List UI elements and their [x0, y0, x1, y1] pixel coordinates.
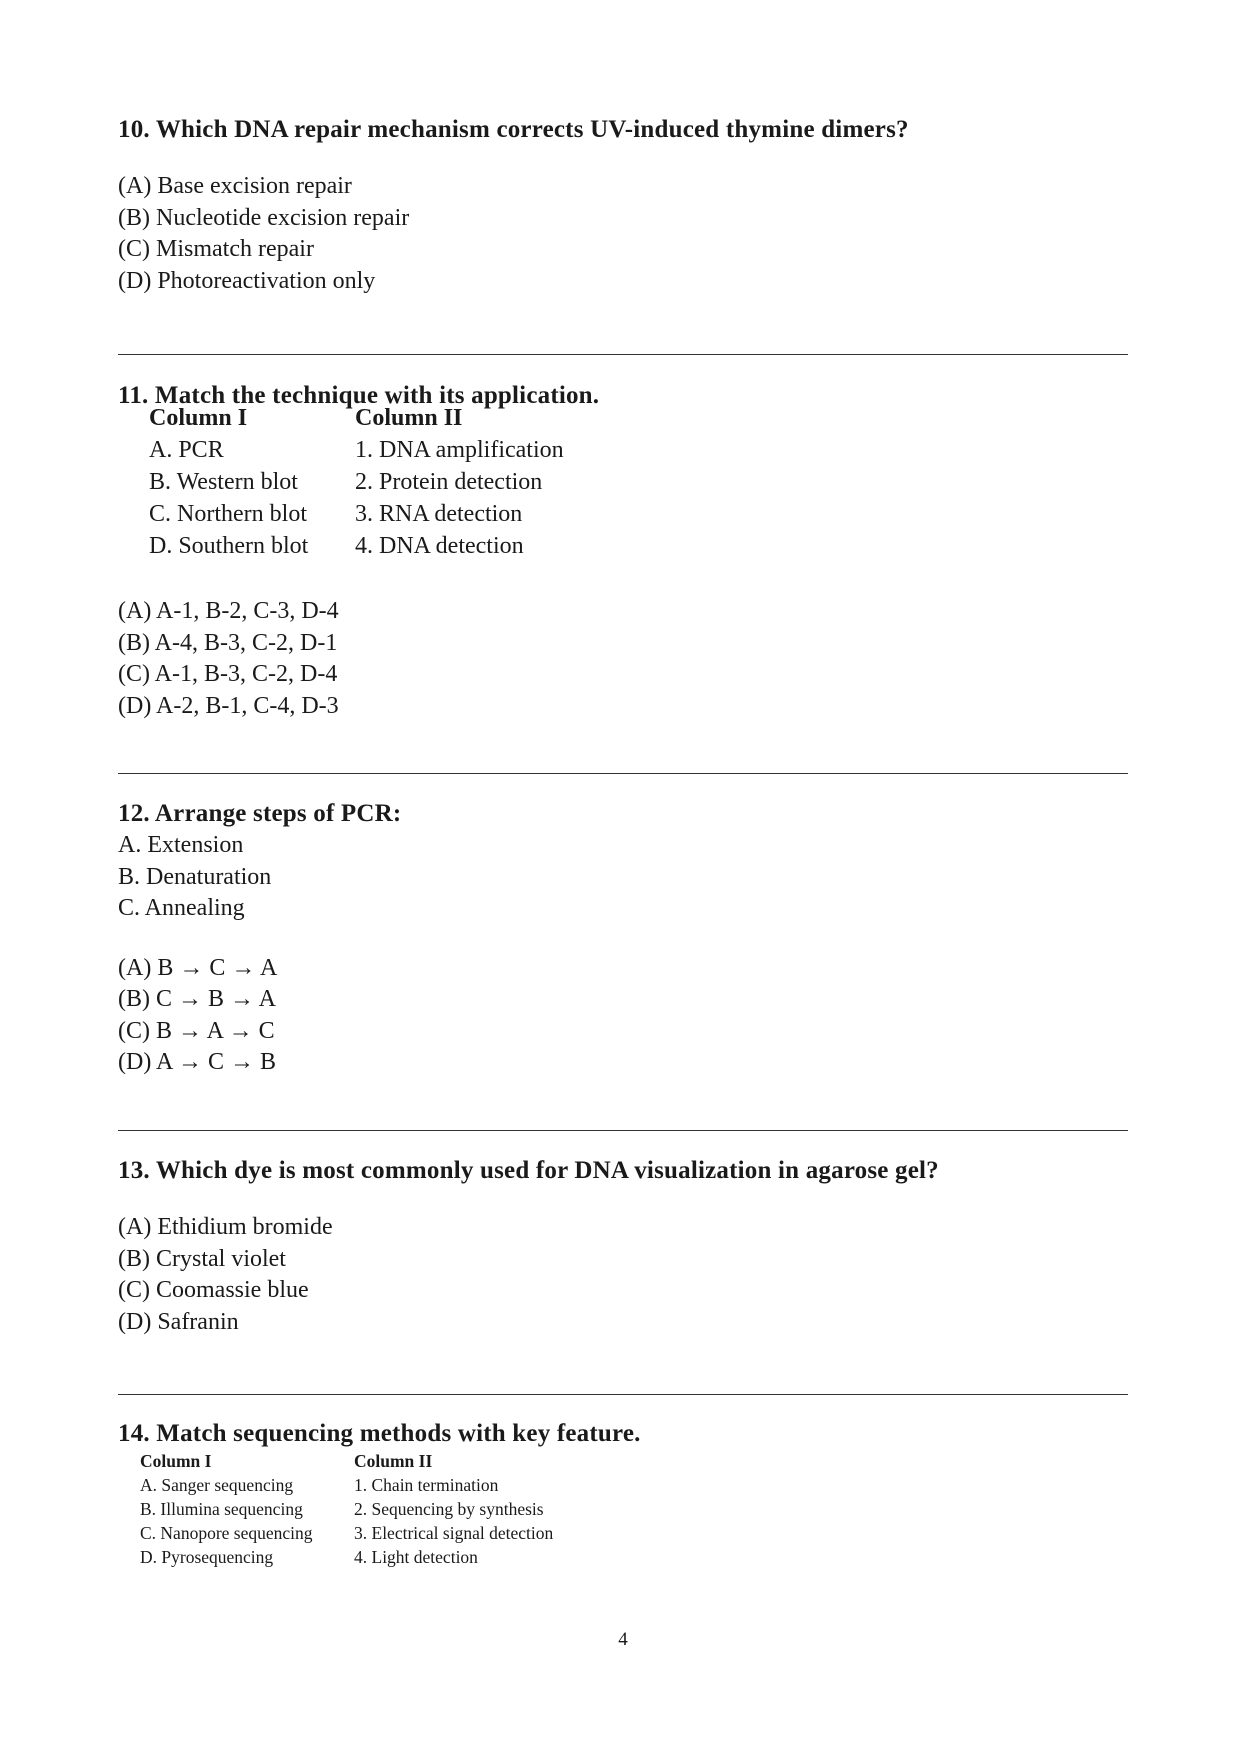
column-1-item: D. Pyrosequencing	[140, 1547, 274, 1567]
column-1-header: Column I	[149, 405, 248, 431]
option-d: (D) Photoreactivation only	[118, 267, 376, 294]
option-b: (B) C → B → A	[118, 986, 277, 1012]
column-2-item: 1. Chain termination	[354, 1475, 499, 1495]
option-a: (A) Base excision repair	[118, 173, 352, 199]
column-2	[354, 1449, 553, 1569]
option-b: (B) Nucleotide excision repair	[118, 204, 410, 231]
option-c: (C) Mismatch repair	[118, 236, 314, 262]
question-11-title: 11. Match the technique with its application.	[118, 382, 600, 409]
step-item: C. Annealing	[118, 895, 245, 921]
question-10-options	[118, 171, 1128, 297]
column-1	[140, 1449, 313, 1569]
question-13	[118, 1155, 1128, 1338]
column-1-item: A. PCR	[149, 437, 224, 463]
column-2-item: 4. DNA detection	[355, 533, 524, 559]
divider	[118, 354, 1128, 355]
question-10	[118, 114, 1128, 297]
question-14	[118, 1418, 1128, 1449]
divider	[118, 1394, 1128, 1395]
option-c: (C) B → A → C	[118, 1017, 275, 1044]
option-b: (B) A-4, B-3, C-2, D-1	[118, 629, 338, 656]
question-11-options	[118, 596, 1128, 722]
option-c: (C) A-1, B-3, C-2, D-4	[118, 661, 338, 687]
column-1-item: B. Western blot	[149, 469, 298, 495]
column-2-item: 4. Light detection	[354, 1547, 478, 1567]
question-10-title: 10. Which DNA repair mechanism corrects UV-induced thymine dimers?	[118, 116, 909, 143]
divider	[118, 1130, 1128, 1131]
step-item: B. Denaturation	[118, 863, 272, 890]
option-d: (D) Safranin	[118, 1308, 239, 1335]
question-12-options	[118, 953, 1128, 1079]
option-d: (D) A → C → B	[118, 1049, 277, 1075]
document-page	[118, 0, 1128, 1754]
page-number: 4	[618, 1629, 628, 1650]
question-14-match-table	[140, 1449, 700, 1569]
column-2	[355, 402, 564, 562]
column-1-item: D. Southern blot	[149, 533, 309, 559]
option-d: (D) A-2, B-1, C-4, D-3	[118, 692, 339, 719]
divider	[118, 773, 1128, 774]
question-13-options	[118, 1212, 1128, 1338]
question-11-match-table	[149, 402, 649, 562]
option-c: (C) Coomassie blue	[118, 1277, 309, 1303]
option-a: (A) A-1, B-2, C-3, D-4	[118, 598, 339, 624]
column-2-item: 1. DNA amplification	[355, 437, 564, 463]
column-2-header: Column II	[354, 1451, 433, 1471]
column-1	[149, 402, 308, 562]
column-2-item: 2. Sequencing by synthesis	[354, 1499, 544, 1519]
column-2-item: 3. RNA detection	[355, 501, 523, 527]
question-12-steps	[118, 830, 1128, 925]
option-a: (A) Ethidium bromide	[118, 1214, 333, 1240]
question-12	[118, 798, 1128, 1079]
column-2-item: 3. Electrical signal detection	[354, 1523, 554, 1543]
question-13-title: 13. Which dye is most commonly used for DNA visualization in agarose gel?	[118, 1157, 939, 1184]
option-a: (A) B → C → A	[118, 954, 278, 981]
question-14-title: 14. Match sequencing methods with key feature.	[118, 1420, 641, 1447]
column-1-item: B. Illumina sequencing	[140, 1499, 303, 1519]
column-1-item: C. Northern blot	[149, 501, 307, 527]
option-b: (B) Crystal violet	[118, 1245, 286, 1272]
column-2-item: 2. Protein detection	[355, 469, 543, 495]
column-1-item: A. Sanger sequencing	[140, 1475, 294, 1495]
step-item: A. Extension	[118, 832, 244, 858]
column-1-item: C. Nanopore sequencing	[140, 1523, 313, 1543]
column-2-header: Column II	[355, 405, 463, 431]
question-12-title: 12. Arrange steps of PCR:	[118, 800, 402, 827]
column-1-header: Column I	[140, 1451, 212, 1471]
